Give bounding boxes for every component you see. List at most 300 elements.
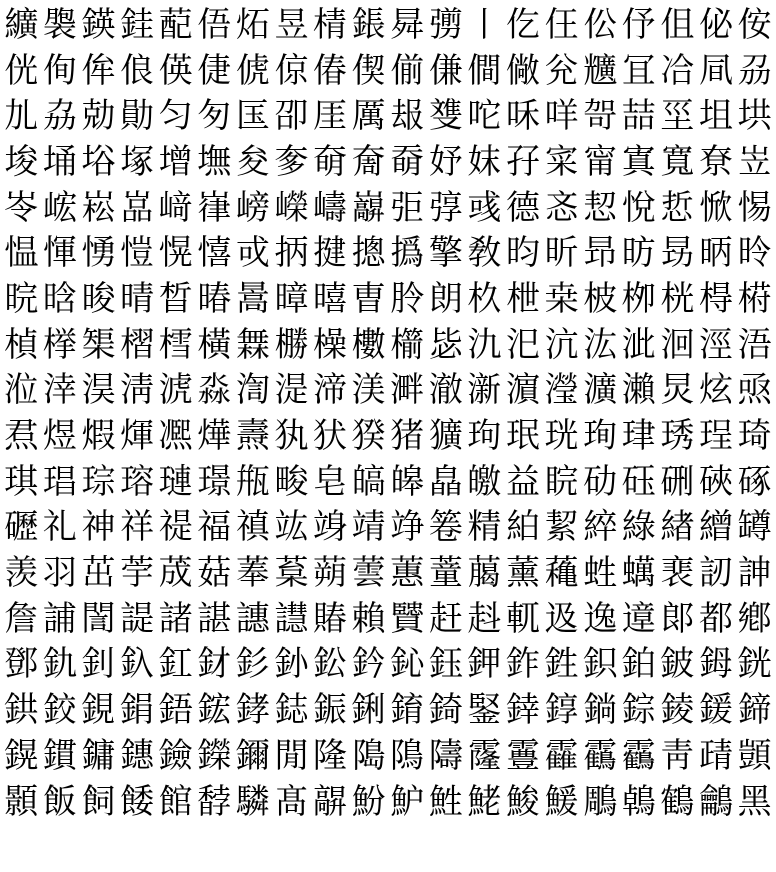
glyph-cell: 鍰 [698,690,733,731]
glyph-row [2,779,774,825]
glyph-cell: 坥 [698,96,733,137]
glyph-cell: 侊 [4,50,39,91]
glyph-cell: 菶 [235,553,270,594]
glyph-cell: 煆 [81,416,116,457]
glyph-cell: 劜 [4,96,39,137]
glyph-cell: 羽 [42,553,77,594]
glyph-cell: 昱 [274,4,309,45]
glyph-cell: 靖 [351,507,386,548]
glyph-cell: 竫 [390,507,425,548]
glyph-cell: 佖 [698,4,733,45]
glyph-cell: 揵 [313,233,348,274]
glyph-cell: 鸙 [698,781,733,822]
glyph-cell: 嶸 [274,187,309,228]
glyph-cell: 勀 [81,96,116,137]
glyph-cell: 荢 [120,553,155,594]
glyph-cell: 竧 [313,507,348,548]
glyph-cell: 都 [698,598,733,639]
glyph-cell: 礼 [42,507,77,548]
glyph-cell: 鉧 [698,644,733,685]
glyph-cell: 贒 [390,598,425,639]
glyph-cell: 竑 [274,507,309,548]
glyph-cell: 岺 [4,187,39,228]
glyph-cell: 蕙 [390,553,425,594]
glyph-cell: 緖 [660,507,695,548]
glyph-cell: 奣 [390,141,425,182]
glyph-cell: 璟 [197,461,232,502]
glyph-cell: 裵 [660,553,695,594]
glyph-cell: 瀇 [583,370,618,411]
glyph-cell: 昕 [544,233,579,274]
glyph-cell: 濵 [506,370,541,411]
glyph-cell: 傔 [428,50,463,91]
glyph-cell: 靏 [621,735,656,776]
glyph-cell: 甁 [235,461,270,502]
glyph-cell: 兤 [583,50,618,91]
glyph-cell: 鈺 [428,644,463,685]
glyph-cell: 鋐 [197,690,232,731]
glyph-cell: 誾 [81,598,116,639]
glyph-cell: 鉷 [4,690,39,731]
glyph-cell: 葈 [274,553,309,594]
glyph-cell: 埇 [42,141,77,182]
glyph-row [2,459,774,505]
glyph-cell: 羡 [4,553,39,594]
glyph-cell: 鐱 [158,735,193,776]
glyph-cell: 髜 [313,781,348,822]
glyph-cell: 俉 [197,4,232,45]
glyph-cell: 禔 [158,507,193,548]
glyph-cell: 奝 [351,141,386,182]
glyph-cell: 褜 [42,4,77,45]
glyph-cell: 擎 [428,233,463,274]
glyph-row [2,139,774,185]
glyph-cell: 橆 [235,324,270,365]
glyph-cell: 愑 [81,233,116,274]
glyph-cell: 遧 [621,598,656,639]
glyph-cell: 楨 [4,324,39,365]
glyph-cell: 犱 [274,416,309,457]
glyph-cell: 釞 [120,644,155,685]
glyph-cell: 倢 [197,50,232,91]
glyph-cell: 嵓 [120,187,155,228]
glyph-cell: 錥 [390,690,425,731]
glyph-cell: 樰 [158,324,193,365]
glyph-cell: 愠 [4,233,39,274]
glyph-cell: 恝 [583,187,618,228]
glyph-cell: 愷 [120,233,155,274]
glyph-cell: 劦 [42,96,77,137]
glyph-row [2,642,774,688]
glyph-cell: 淏 [81,370,116,411]
glyph-cell: 愰 [158,233,193,274]
glyph-cell: 鏞 [81,735,116,776]
glyph-cell: 惞 [698,187,733,228]
glyph-cell: 煜 [42,416,77,457]
glyph-cell: 燾 [235,416,270,457]
glyph-cell: 錝 [621,690,656,731]
glyph-cell: 冾 [660,50,695,91]
glyph-cell: 鎤 [4,735,39,776]
glyph-cell: 訒 [698,553,733,594]
glyph-cell: 鈐 [351,644,386,685]
glyph-cell: 琦 [737,416,772,457]
glyph-cell: 鮱 [467,781,502,822]
glyph-cell: 珵 [698,416,733,457]
glyph-cell: 詹 [4,598,39,639]
glyph-cell: 塚 [120,141,155,182]
glyph-cell: 桒 [544,278,579,319]
glyph-cell: 鋠 [313,690,348,731]
glyph-cell: 琇 [660,416,695,457]
glyph-cell: 諟 [120,598,155,639]
glyph-cell: 鑈 [235,735,270,776]
glyph-cell: 橾 [313,324,348,365]
glyph-cell: 榘 [81,324,116,365]
glyph-cell: 匤 [235,96,270,137]
glyph-cell: 鄧 [4,644,39,685]
glyph-cell: 﨟 [467,553,502,594]
glyph-cell: 菇 [197,553,232,594]
glyph-cell: 曻 [390,4,425,45]
glyph-cell: 甯 [583,141,618,182]
glyph-cell: 丨 [467,4,502,45]
glyph-cell: 鏆 [42,735,77,776]
glyph-cell: 昉 [621,233,656,274]
glyph-cell: 溿 [390,370,425,411]
glyph-cell: 繒 [698,507,733,548]
glyph-row [2,93,774,139]
glyph-cell: 霳 [467,735,502,776]
glyph-cell: 喆 [621,96,656,137]
glyph-cell: 渧 [313,370,348,411]
glyph-cell: 鶴 [660,781,695,822]
glyph-cell: 蓜 [158,4,193,45]
glyph-cell: 侚 [42,50,77,91]
glyph-cell: 驎 [235,781,270,822]
glyph-cell: 茁 [81,553,116,594]
character-grid [2,2,774,870]
glyph-cell: 汯 [583,324,618,365]
glyph-cell: 皞 [390,461,425,502]
glyph-cell: 皜 [351,461,386,502]
glyph-cell: 匇 [197,96,232,137]
glyph-cell: 偂 [390,50,425,91]
glyph-cell: 荿 [158,553,193,594]
glyph-cell: 俿 [235,50,270,91]
glyph-cell: 悊 [660,187,695,228]
glyph-cell: 嵭 [235,187,270,228]
glyph-cell: 勛 [120,96,155,137]
glyph-cell: 增 [158,141,193,182]
glyph-cell: 蕓 [351,553,386,594]
glyph-cell: 峵 [42,187,77,228]
glyph-cell: 諸 [158,598,193,639]
glyph-cell: 礰 [4,507,39,548]
glyph-cell: 德 [506,187,541,228]
glyph-cell: 暲 [274,278,309,319]
glyph-cell: 鋕 [274,690,309,731]
glyph-cell: 鋗 [120,690,155,731]
glyph-cell: 埈 [4,141,39,182]
glyph-cell: 餧 [120,781,155,822]
glyph-cell: 凬 [698,50,733,91]
glyph-cell: 涇 [698,324,733,365]
glyph-cell: 銧 [737,644,772,685]
glyph-cell: 靕 [698,735,733,776]
glyph-row [2,276,774,322]
glyph-cell: 睆 [544,461,579,502]
glyph-cell: 﨡 [583,553,618,594]
glyph-cell: 鮏 [428,781,463,822]
glyph-cell: 皂 [313,461,348,502]
glyph-cell: 逸 [583,598,618,639]
glyph-cell: 鵰 [583,781,618,822]
glyph-cell: 賰 [313,598,348,639]
glyph-cell: 鄕 [737,598,772,639]
glyph-cell: 澵 [467,370,502,411]
glyph-cell: 諶 [197,598,232,639]
glyph-row [2,185,774,231]
glyph-cell: 﨓 [737,278,772,319]
glyph-row [2,2,774,48]
glyph-cell: 﨎 [428,96,463,137]
glyph-cell: 僴 [467,50,502,91]
glyph-cell: 焏 [737,370,772,411]
glyph-cell: 兊 [544,50,579,91]
glyph-cell: 劯 [583,461,618,502]
glyph-cell: 昻 [583,233,618,274]
glyph-cell: 寘 [621,141,656,182]
glyph-cell: 墲 [197,141,232,182]
glyph-cell: 伹 [660,4,695,45]
glyph-cell: 益 [506,461,541,502]
glyph-cell: 鈆 [313,644,348,685]
glyph-cell: 朎 [390,278,425,319]
glyph-cell: 奛 [313,141,348,182]
glyph-cell: 晳 [158,278,193,319]
glyph-cell: 寀 [544,141,579,182]
glyph-cell: 釗 [81,644,116,685]
glyph-cell: 凞 [158,416,193,457]
glyph-row [2,733,774,779]
glyph-cell: 鉎 [544,644,579,685]
glyph-cell: 炅 [660,370,695,411]
glyph-cell: 瀅 [544,370,579,411]
glyph-cell: 垬 [737,96,772,137]
glyph-cell: 鰀 [544,781,579,822]
glyph-cell: 侒 [737,4,772,45]
glyph-cell: 厓 [313,96,348,137]
glyph-cell: 叝 [390,96,425,137]
glyph-cell: 鍗 [737,690,772,731]
glyph-row [2,687,774,733]
glyph-cell: 昞 [698,233,733,274]
glyph-cell: 鋓 [351,690,386,731]
glyph-cell: 摠 [351,233,386,274]
glyph-cell: 鈊 [390,644,425,685]
glyph-cell: 錂 [660,690,695,731]
glyph-cell: 咩 [544,96,579,137]
glyph-cell: 閒 [274,735,309,776]
glyph-cell: 纊 [4,4,39,45]
glyph-cell: 璉 [158,461,193,502]
glyph-cell: 賴 [351,598,386,639]
glyph-cell: 髙 [274,781,309,822]
glyph-cell: 綷 [583,507,618,548]
glyph-row [2,505,774,551]
glyph-cell: 暙 [197,278,232,319]
glyph-cell: 晗 [42,278,77,319]
glyph-cell: 﨨 [506,690,541,731]
glyph-cell: 偀 [158,50,193,91]
glyph-cell: 渹 [235,370,270,411]
glyph-cell: 柀 [583,278,618,319]
glyph-cell: 燁 [197,416,232,457]
glyph-cell: 涖 [4,370,39,411]
glyph-cell: 栁 [621,278,656,319]
glyph-cell: 鉸 [42,690,77,731]
glyph-cell: 暠 [235,278,270,319]
glyph-cell: 隝 [390,735,425,776]
glyph-cell: 崧 [81,187,116,228]
glyph-cell: 泚 [621,324,656,365]
glyph-cell: 妤 [428,141,463,182]
glyph-row [2,48,774,94]
glyph-cell: 蠇 [621,553,656,594]
glyph-cell: 鋧 [81,690,116,731]
glyph-cell: 霻 [506,735,541,776]
glyph-cell: 蘒 [544,553,579,594]
glyph-cell: 棈 [313,4,348,45]
glyph-cell: 彅 [428,4,463,45]
glyph-cell: 鮻 [506,781,541,822]
glyph-cell: 祥 [120,507,155,548]
glyph-cell: 朗 [428,278,463,319]
glyph-cell: 鋻 [467,690,502,731]
glyph-cell: 俍 [120,50,155,91]
glyph-cell: 弡 [390,187,425,228]
glyph-cell: 厲 [351,96,386,137]
glyph-cell: 銈 [120,4,155,45]
glyph-cell: 鉙 [583,644,618,685]
glyph-cell: 昮 [660,233,695,274]
glyph-cell: 毖 [428,324,463,365]
glyph-cell: 鈼 [506,644,541,685]
glyph-cell: 釭 [158,644,193,685]
glyph-cell: 彧 [467,187,502,228]
glyph-cell: 﨧 [235,690,270,731]
glyph-cell: 﨑 [158,187,193,228]
glyph-cell: 巐 [351,187,386,228]
glyph-cell: 靍 [583,735,618,776]
glyph-cell: 戓 [235,233,270,274]
glyph-cell: 侔 [81,50,116,91]
glyph-cell: 晙 [81,278,116,319]
glyph-cell: 倞 [274,50,309,91]
glyph-cell: 硺 [737,461,772,502]
glyph-cell: 魲 [390,781,425,822]
glyph-cell: 棏 [698,278,733,319]
glyph-row [2,596,774,642]
glyph-cell: 橫 [197,324,232,365]
glyph-row [2,322,774,368]
glyph-cell: 僘 [506,50,541,91]
glyph-cell: 櫢 [351,324,386,365]
glyph-cell: 硤 [698,461,733,502]
glyph-row [2,413,774,459]
glyph-cell: 寬 [660,141,695,182]
glyph-cell: 惕 [737,187,772,228]
glyph-cell: 蕫 [428,553,463,594]
glyph-cell: 絜 [544,507,579,548]
glyph-cell: 錞 [544,690,579,731]
glyph-cell: 黑 [737,781,772,822]
glyph-cell: 珣 [583,416,618,457]
glyph-cell: 淸 [120,370,155,411]
glyph-cell: 昤 [737,233,772,274]
glyph-cell: 訷 [737,553,772,594]
glyph-cell: 洄 [660,324,695,365]
glyph-cell: 飼 [81,781,116,822]
glyph-cell: 瑢 [120,461,155,502]
glyph-cell: 鈹 [660,644,695,685]
glyph-cell: 晥 [4,278,39,319]
glyph-cell: 仡 [506,4,541,45]
glyph-cell: 桄 [660,278,695,319]
glyph-cell: 犾 [313,416,348,457]
glyph-cell: 妺 [467,141,502,182]
glyph-cell: 珉 [506,416,541,457]
glyph-cell: 湜 [274,370,309,411]
glyph-cell: 軏 [506,598,541,639]
glyph-cell: 鑅 [197,735,232,776]
glyph-cell: 﨩 [351,735,386,776]
glyph-cell: 澈 [428,370,463,411]
glyph-cell: 﨤 [544,598,579,639]
glyph-cell: 神 [81,507,116,548]
glyph-cell: 綠 [621,507,656,548]
glyph-cell: 岦 [737,141,772,182]
glyph-cell: 鋙 [158,690,193,731]
glyph-cell: 絈 [506,507,541,548]
glyph-cell: 﨔 [42,324,77,365]
glyph-cell: 嵂 [197,187,232,228]
glyph-cell: 皛 [428,461,463,502]
glyph-cell: 孖 [506,141,541,182]
glyph-cell: 硎 [660,461,695,502]
glyph-cell: 咊 [506,96,541,137]
glyph-cell: 暿 [313,278,348,319]
glyph-cell: 錡 [428,690,463,731]
glyph-cell: 禛 [235,507,270,548]
glyph-row [2,230,774,276]
glyph-cell: 奓 [274,141,309,182]
glyph-cell: 嶹 [313,187,348,228]
glyph-cell: 偰 [351,50,386,91]
glyph-cell: 氿 [467,324,502,365]
glyph-cell: 鋿 [583,690,618,731]
glyph-cell: 鉑 [621,644,656,685]
glyph-cell: 釥 [274,644,309,685]
glyph-cell: 琩 [42,461,77,502]
glyph-cell: 珒 [621,416,656,457]
glyph-cell: 顗 [737,735,772,776]
glyph-cell: 釮 [197,644,232,685]
glyph-cell: 飯 [42,781,77,822]
glyph-cell: 精 [467,507,502,548]
glyph-cell: 汜 [506,324,541,365]
